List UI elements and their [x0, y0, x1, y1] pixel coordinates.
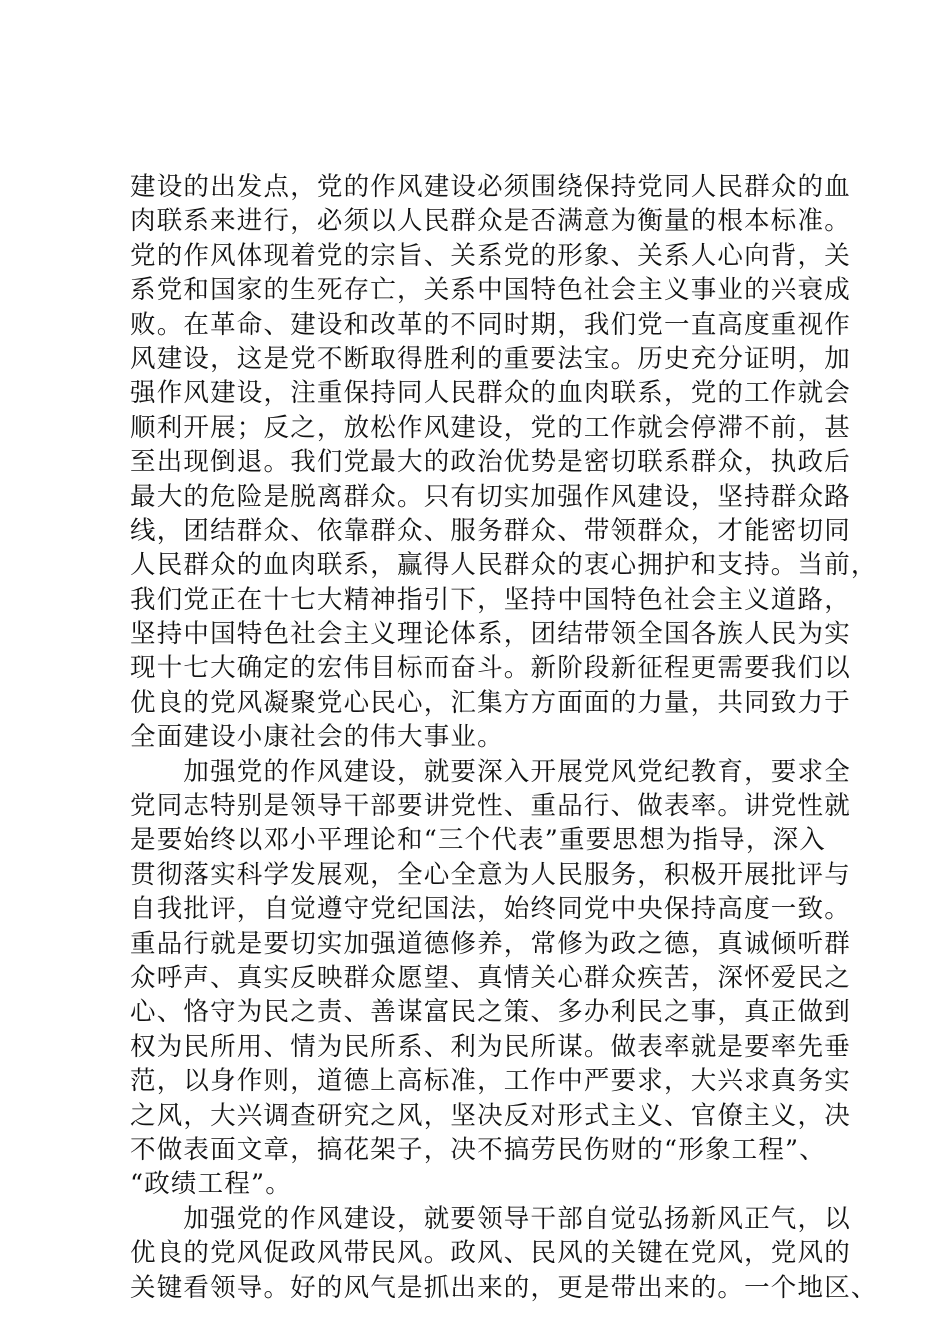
text-line: 不做表面文章，搞花架子，决不搞劳民伤财的“形象工程”、: [130, 1134, 826, 1165]
text-line: 加强党的作风建设，就要深入开展党风党纪教育，要求全: [130, 756, 851, 787]
text-line: 重品行就是要切实加强道德修养，常修为政之德，真诚倾听群: [130, 928, 851, 959]
body-text: [130, 170, 878, 1305]
text-line: 权为民所用、情为民所系、利为民所谋。做表率就是要率先垂: [130, 1031, 851, 1062]
text-line: 至出现倒退。我们党最大的政治优势是密切联系群众，执政后: [130, 447, 851, 478]
text-line: 关键看领导。好的风气是抓出来的，更是带出来的。一个地区、: [130, 1272, 878, 1303]
text-line: 现十七大确定的宏伟目标而奋斗。新阶段新征程更需要我们以: [130, 653, 851, 684]
text-line: 范，以身作则，道德上高标准，工作中严要求，大兴求真务实: [130, 1066, 851, 1097]
text-line: 败。在革命、建设和改革的不同时期，我们党一直高度重视作: [130, 309, 851, 340]
text-line: 加强党的作风建设，就要领导干部自觉弘扬新风正气，以: [130, 1203, 851, 1234]
text-line: 风建设，这是党不断取得胜利的重要法宝。历史充分证明，加: [130, 343, 851, 374]
text-line: 优良的党风促政风带民风。政风、民风的关键在党风，党风的: [130, 1238, 851, 1269]
text-line: 建设的出发点，党的作风建设必须围绕保持党同人民群众的血: [130, 172, 851, 202]
text-line: 系党和国家的生死存亡，关系中国特色社会主义事业的兴衰成: [130, 275, 851, 306]
text-line: 党的作风体现着党的宗旨、关系党的形象、关系人心向背，关: [130, 240, 851, 271]
text-line: 贯彻落实科学发展观，全心全意为人民服务，积极开展批评与: [130, 859, 851, 890]
text-line: 强作风建设，注重保持同人民群众的血肉联系，党的工作就会: [130, 378, 851, 409]
text-line: 是要始终以邓小平理论和“三个代表”重要思想为指导，深入: [130, 825, 826, 856]
text-line: 众呼声、真实反映群众愿望、真情关心群众疾苦，深怀爱民之: [130, 962, 851, 993]
text-line: 自我批评，自觉遵守党纪国法，始终同党中央保持高度一致。: [130, 894, 851, 925]
text-line: 心、恪守为民之责、善谋富民之策、多办利民之事，真正做到: [130, 997, 851, 1028]
text-line: 党同志特别是领导干部要讲党性、重品行、做表率。讲党性就: [130, 791, 851, 822]
text-line: “政绩工程”。: [130, 1169, 292, 1200]
text-line: 全面建设小康社会的伟大事业。: [130, 722, 504, 753]
text-line: 线，团结群众、依靠群众、服务群众、带领群众，才能密切同: [130, 515, 851, 546]
text-line: 顺利开展；反之，放松作风建设，党的工作就会停滞不前，甚: [130, 412, 851, 443]
text-line: 我们党正在十七大精神指引下，坚持中国特色社会主义道路，: [130, 584, 851, 615]
text-line: 优良的党风凝聚党心民心，汇集方方面面的力量，共同致力于: [130, 687, 851, 718]
text-line: 肉联系来进行，必须以人民群众是否满意为衡量的根本标准。: [130, 206, 851, 237]
text-line: 最大的危险是脱离群众。只有切实加强作风建设，坚持群众路: [130, 481, 851, 512]
text-line: 之风，大兴调查研究之风，坚决反对形式主义、官僚主义，决: [130, 1100, 851, 1131]
text-line: 坚持中国特色社会主义理论体系，团结带领全国各族人民为实: [130, 619, 851, 650]
text-line: 人民群众的血肉联系，赢得人民群众的衷心拥护和支持。当前，: [130, 550, 878, 581]
